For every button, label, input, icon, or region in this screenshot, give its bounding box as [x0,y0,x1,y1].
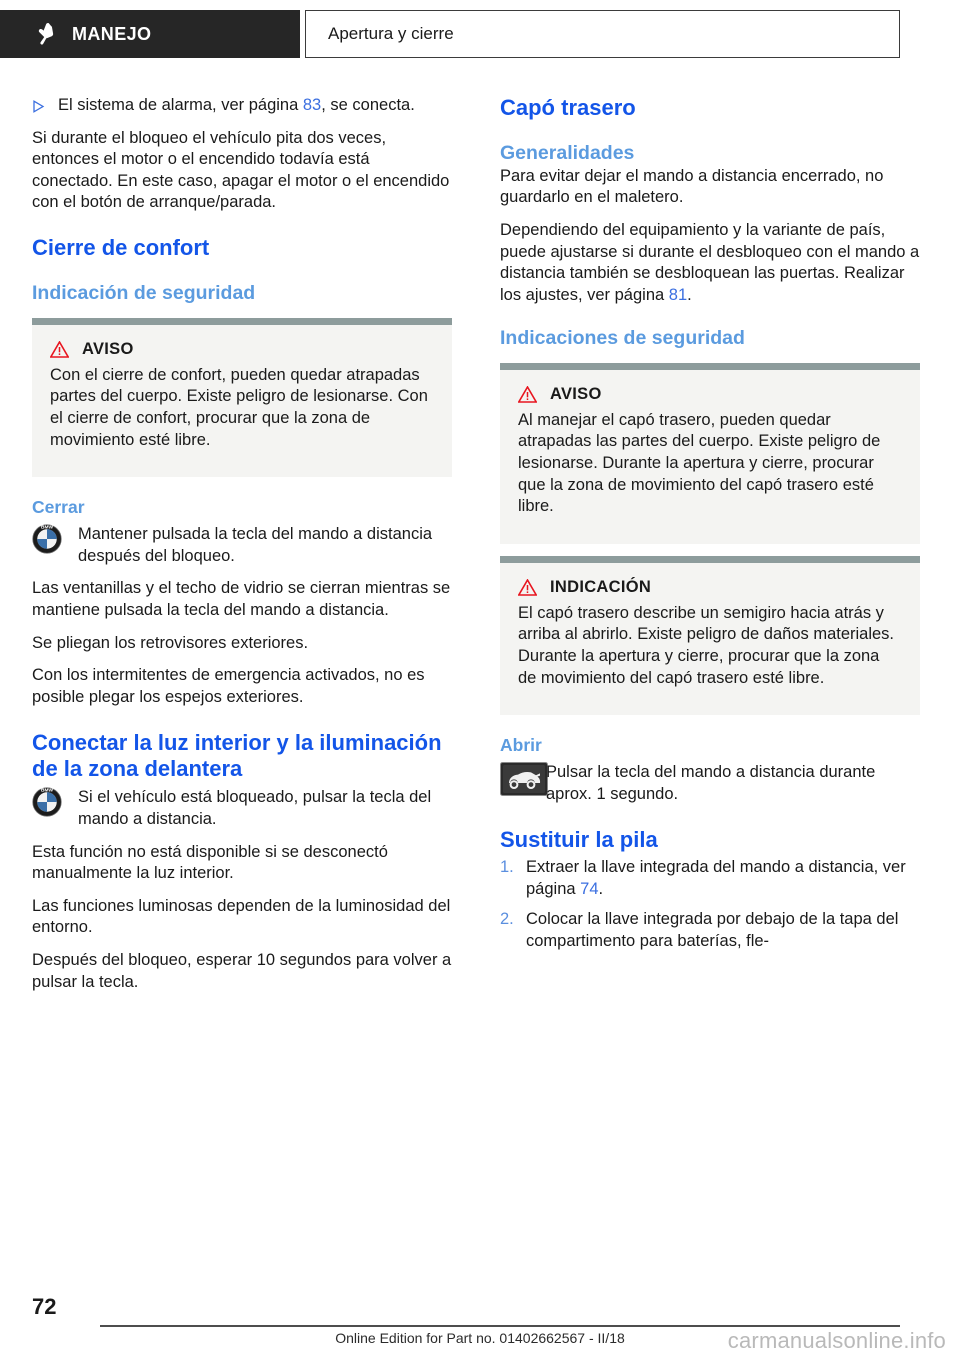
notice-title: INDICACIÓN [550,577,652,596]
notice-top-bar [32,318,452,325]
paragraph: Para evitar dejar el mando a distancia encerrado, no guardarlo en el maletero. [500,166,884,207]
pointing-hand-icon [34,22,56,46]
step-text-after: . [598,879,604,898]
bullet-text-after: , se conecta. [321,96,415,114]
notice-text: Al manejar el capó trasero, pueden quedar atrapadas las partes del cuerpo. Existe peligro de lesionarse. Durante la apertura y cierre, procurar que la zona de movimiento del capó trasero esté libre. [518,410,881,516]
bmw-roundel-icon [32,787,62,817]
page-reference[interactable]: 74 [580,879,599,898]
notice-box-aviso [32,318,452,477]
subheading-indicaciones-de-seguridad: Indicaciones de seguridad [500,327,745,350]
instruction-row-abrir [500,761,920,805]
svg-text:BMW: BMW [41,788,53,794]
section-heading-conectar-la-luz-interior: Conectar la luz interior y la iluminación de la zona delantera [32,729,442,781]
paragraph-text-after: . [687,285,692,304]
instruction-text: Si el vehículo está bloqueado, pulsar la tecla del mando a distancia. [78,788,432,828]
watermark: carmanualsonline.info [727,1328,946,1353]
step-number: 1. [500,857,514,876]
icon-slot [32,786,78,817]
paragraph: Después del bloqueo, esperar 10 segundos para volver a pulsar la tecla. [32,950,452,991]
notice-text: Con el cierre de confort, pueden quedar atrapadas partes del cuerpo. Existe peligro de lesionarse. Con el cierre de confort, procurar que la zona de movimiento esté libre. [50,365,428,449]
paragraph-with-page-ref [500,220,920,306]
paragraph: Las ventanillas y el techo de vidrio se cierran mientras se mantiene pulsada la tecla del mando a distancia. [32,579,451,620]
right-column [500,95,920,1004]
instruction-text: Pulsar la tecla del mando a distancia durante aprox. 1 segundo. [546,763,876,803]
warning-triangle-icon [50,341,69,358]
icon-slot [500,761,546,796]
bmw-roundel-icon [32,524,62,554]
left-column [32,95,452,1004]
page-header [0,10,960,58]
notice-top-bar [500,556,920,563]
page-footer [0,1272,960,1362]
instruction-row-cerrar [32,523,452,567]
notice-header [50,340,434,359]
section-heading-sustituir-la-pila: Sustituir la pila [500,826,658,852]
warning-triangle-icon [518,579,537,596]
notice-body [32,325,452,477]
paragraph: Esta función no está disponible si se desconectó manualmente la luz interior. [32,842,388,883]
notice-body [500,563,920,715]
notice-box-aviso [500,363,920,544]
paragraph-text-before: Dependiendo del equipamiento y la variante de país, puede ajustarse si durante el desbloqueo con el mando a distancia también se desbloquean las puertas. Realizar los ajustes, ver página [500,221,920,304]
section-heading-cierre-de-confort: Cierre de confort [32,235,210,261]
page-body [0,95,960,1004]
footer-edition-note: Online Edition for Part no. 01402662567 - II/18 [335,1330,625,1346]
chapter-label: MANEJO [72,23,152,44]
notice-text: El capó trasero describe un semigiro hacia atrás y arriba al abrirlo. Existe peligro de daños materiales. Durante la apertura y cierre, procurar que la zona de movimiento del capó trasero esté libre. [518,603,895,687]
bullet-item [32,95,452,117]
svg-text:BMW: BMW [41,525,53,531]
bullet-text-before: El sistema de alarma, ver página [58,96,303,114]
step-text [526,909,920,952]
chapter-tab[interactable] [0,10,300,58]
minor-heading-abrir: Abrir [500,735,542,756]
notice-header [518,578,902,597]
page-number: 72 [32,1294,57,1319]
subheading-indicacion-de-seguridad: Indicación de seguridad [32,282,256,305]
notice-header [518,385,902,404]
section-heading-capo-trasero: Capó trasero [500,95,636,120]
subheading-generalidades: Generalidades [500,142,635,165]
car-trunk-open-button-icon [500,762,548,796]
numbered-steps [500,857,920,952]
page-reference[interactable]: 81 [668,285,688,304]
step-text-before: Colocar la llave integrada por debajo de la tapa del compartimento para baterías, fle- [526,910,899,950]
step-item [500,857,920,900]
blue-triangle-marker-icon [32,100,45,113]
step-item [500,909,920,952]
notice-box-indicacion [500,556,920,715]
notice-title: AVISO [82,339,134,358]
icon-slot [32,523,78,554]
paragraph: Si durante el bloqueo el vehículo pita dos veces, entonces el motor o el encendido todavía está conectado. En este caso, apagar el motor o el encendido con el botón de arranque/parada. [32,128,450,212]
notice-title: AVISO [550,384,602,403]
section-tab[interactable] [305,10,900,58]
page-reference[interactable]: 83 [302,96,322,114]
footer-divider [100,1325,900,1327]
section-label: Apertura y cierre [328,24,454,43]
bullet-text [58,95,415,117]
notice-body [500,370,920,544]
instruction-row-luz-interior [32,786,452,830]
warning-triangle-icon [518,386,537,403]
step-text-before: Extraer la llave integrada del mando a distancia, ver página [526,857,906,898]
paragraph: Las funciones luminosas dependen de la luminosidad del entorno. [32,896,451,937]
step-text [526,857,920,900]
minor-heading-cerrar: Cerrar [32,497,85,518]
instruction-text: Mantener pulsada la tecla del mando a distancia después del bloqueo. [78,525,433,565]
paragraph: Se pliegan los retrovisores exteriores. [32,633,309,652]
notice-top-bar [500,363,920,370]
paragraph: Con los intermitentes de emergencia activados, no es posible plegar los espejos exteriores. [32,666,425,706]
step-number: 2. [500,910,514,929]
